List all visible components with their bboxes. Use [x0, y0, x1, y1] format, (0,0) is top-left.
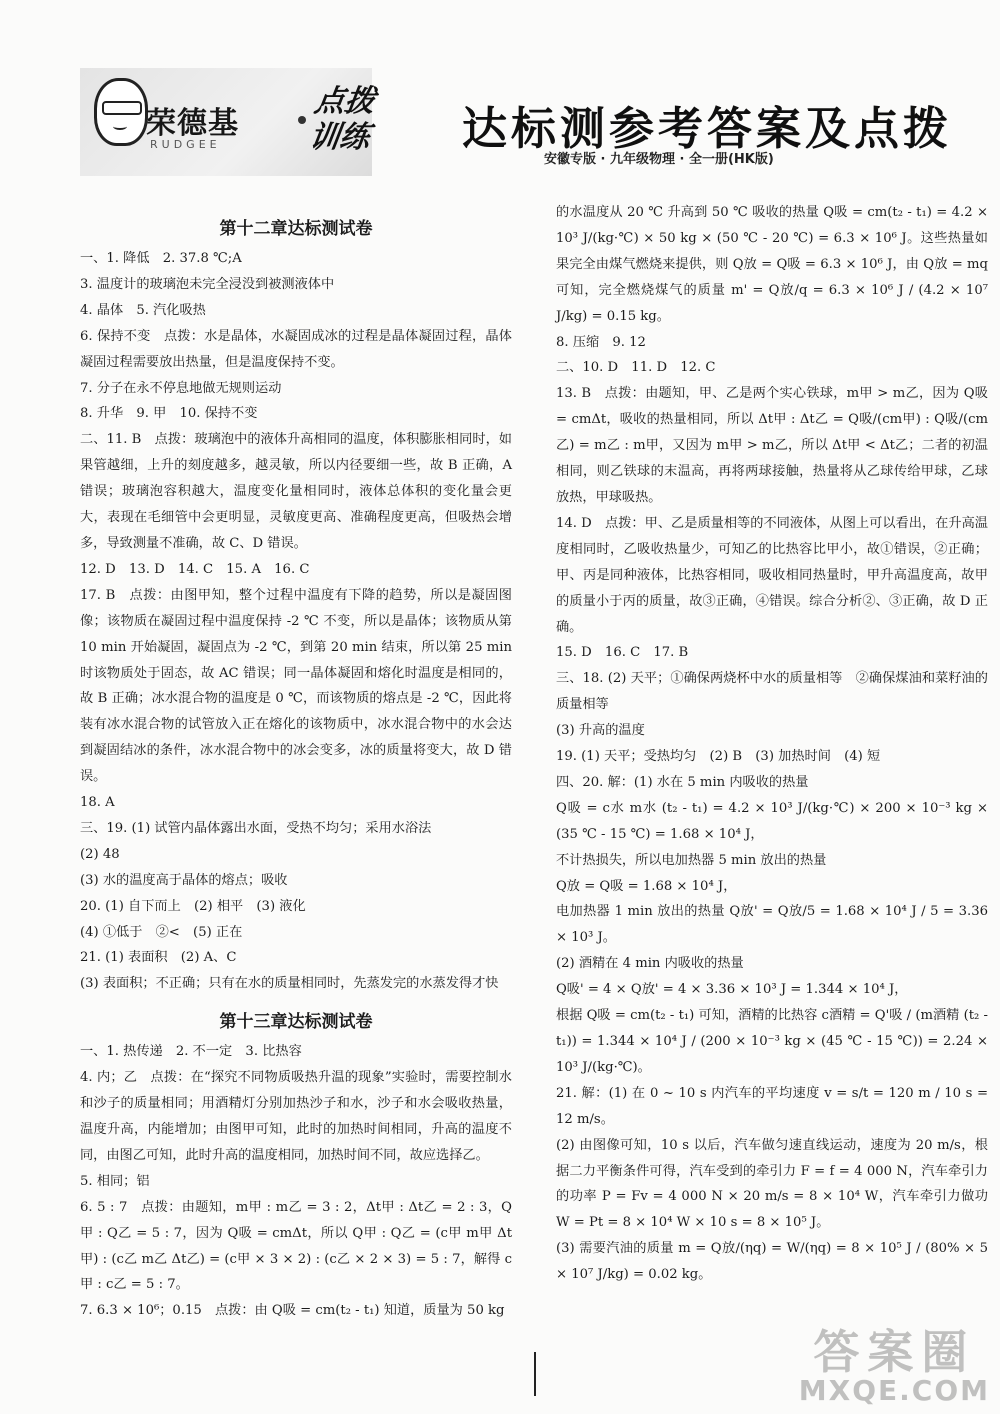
answer-paragraph: (2) 由图像可知，10 s 以后，汽车做匀速直线运动，速度为 20 m/s，根据二力平衡条件可得，汽车受到的牵引力 F = f = 4 000 N，汽车牵引力的功率 P = Fv = 4 000 N × 20 m/s = 8 × 10⁴ W，汽车牵引力做功 W = Pt = 8 × 10⁴ W × 10 s = 8 × 10⁵ J。 [556, 1137, 988, 1231]
answer-paragraph: 8. 压缩 9. 12 [556, 334, 646, 350]
answer-paragraph: (2) 48 [80, 846, 120, 862]
mascot-face-icon [94, 78, 148, 146]
answer-paragraph: 13. B 点拨：由题知，甲、乙是两个实心铁球，m甲 > m乙，因为 Q吸 = cmΔt，吸收的热量相同，所以 Δt甲 : Δt乙 = Q吸/(cm甲) : Q吸/(cm乙) = m乙 : m甲，又因为 m甲 > m乙，所以 Δt甲 < Δt乙；二者的初温相同，则乙铁球的末温高，再将两球接触，热量将从乙球传给甲球，乙球放热，甲球吸热。 [556, 386, 988, 505]
answer-paragraph: 一、1. 热传递 2. 不一定 3. 比热容 [80, 1044, 302, 1060]
answer-paragraph: Q放 = Q吸 = 1.68 × 10⁴ J， [556, 878, 737, 894]
answer-paragraph: 根据 Q吸 = cm(t₂ - t₁) 可知，酒精的比热容 c酒精 = Q'吸 / (m酒精 (t₂ - t₁)) = 1.344 × 10⁴ J / (200 × 10⁻³ kg × (45 ℃ - 15 ℃)) = 2.24 × 10³ J/(kg·℃)。 [556, 1008, 988, 1075]
answer-paragraph: (3) 升高的温度 [556, 723, 645, 739]
answer-paragraph: 4. 晶体 5. 汽化吸热 [80, 302, 206, 318]
publisher-logo [80, 68, 378, 176]
answer-paragraph: 14. D 点拨：甲、乙是质量相等的不同液体，从图上可以看出，在升高温度相同时，乙吸收热量少，可知乙的比热容比甲小，故①错误，②正确；甲、丙是同种液体，比热容相同，吸收相同热量时，甲升高温度高，故甲的质量小于丙的质量，故③正确，④错误。综合分析②、③正确，故 D 正确。 [556, 515, 988, 635]
chapter-13-answers [80, 1039, 512, 1324]
answer-paragraph: 15. D 16. C 17. B [556, 645, 689, 661]
answer-paragraph: (3) 表面积；不正确；只有在水的质量相同时，先蒸发完的水蒸发得才快 [80, 976, 499, 992]
watermark [798, 1325, 990, 1407]
series-name: 点拨训练 [307, 84, 378, 155]
answer-paragraph: (2) 酒精在 4 min 内吸收的热量 [556, 956, 744, 972]
page-title: 达标测参考答案及点拨 [462, 102, 953, 155]
answer-paragraph: Q吸' = 4 × Q放' = 4 × 3.36 × 10³ J = 1.344 × 10⁴ J， [556, 982, 908, 998]
answer-paragraph: 12. D 13. D 14. C 15. A 16. C [80, 561, 310, 577]
answer-paragraph: 7. 6.3 × 10⁶；0.15 点拨：由 Q吸 = cm(t₂ - t₁) 知道，质量为 50 kg [80, 1303, 505, 1319]
page-subtitle: 安徽专版 · 九年级物理 · 全一册(HK版) [544, 152, 774, 167]
answer-paragraph: 不计热损失，所以电加热器 5 min 放出的热量 [556, 852, 827, 868]
answer-paragraph: 8. 升华 9. 甲 10. 保持不变 [80, 406, 258, 422]
answer-paragraph: 21. 解：(1) 在 0 ~ 10 s 内汽车的平均速度 v = s/t = 120 m / 10 s = 12 m/s。 [556, 1085, 988, 1127]
brand-name: 荣德基 [146, 106, 239, 141]
chapter-12-answers [80, 246, 512, 997]
chapter-13-answers-continued [556, 200, 988, 1288]
right-column [556, 200, 988, 1288]
brand-separator-dot [298, 116, 306, 124]
watermark-line-2: MXQE.COM [798, 1374, 990, 1407]
answer-paragraph: 3. 温度计的玻璃泡未完全浸没到被测液体中 [80, 276, 335, 292]
answer-paragraph: 的水温度从 20 ℃ 升高到 50 ℃ 吸收的热量 Q吸 = cm(t₂ - t₁) = 4.2 × 10³ J/(kg·℃) × 50 kg × (50 ℃ - 20 ℃) = 6.3 × 10⁶ J。这些热量如果完全由煤气燃烧来提供，则 Q放 = Q吸 = 6.3 × 10⁶ J，由 Q放 = mq 可知，完全燃烧煤气的质量 m' = Q放/q = 6.3 × 10⁶ J / (4.2 × 10⁷ J/kg) = 0.15 kg。 [556, 205, 988, 324]
answer-paragraph: 18. A [80, 795, 115, 811]
answer-paragraph: 6. 5 : 7 点拨：由题知，m甲 : m乙 = 3 : 2，Δt甲 : Δt乙 = 2 : 3，Q甲 : Q乙 = 5 : 7，因为 Q吸 = cmΔt，所以 Q甲 : Q乙 = (c甲 m甲 Δt甲) : (c乙 m乙 Δt乙) = (c甲 × 3 × 2) : (c乙 × 2 × 3) = 5 : 7，解得 c甲 : c乙 = 5 : 7。 [80, 1199, 512, 1293]
column-divider [534, 1352, 536, 1396]
answer-paragraph: 20. (1) 自下而上 (2) 相平 (3) 液化 [80, 898, 306, 914]
answer-paragraph: 二、11. B 点拨：玻璃泡中的液体升高相同的温度，体积膨胀相同时，如果管越细，上升的刻度越多，越灵敏，所以内径要细一些，故 B 正确，A 错误；玻璃泡容积越大，温度变化量相同时，液体总体积的变化量会更大，表现在毛细管中会更明显，灵敏度更高、准确程度更高，但吸热会增多，导致测量不准确，故 C、D 错误。 [80, 432, 512, 551]
answer-paragraph: (3) 需要汽油的质量 m = Q放/(ηq) = W/(ηq) = 8 × 10⁵ J / (80% × 5 × 10⁷ J/kg) = 0.02 kg。 [556, 1241, 988, 1283]
answer-paragraph: 四、20. 解：(1) 水在 5 min 内吸收的热量 [556, 774, 809, 790]
left-column [80, 212, 512, 1324]
answer-paragraph: 三、18. (2) 天平；①确保两烧杯中水的质量相等 ②确保煤油和菜籽油的质量相等 [556, 671, 988, 713]
answer-paragraph: 电加热器 1 min 放出的热量 Q放' = Q放/5 = 1.68 × 10⁴ J / 5 = 3.36 × 10³ J。 [556, 904, 988, 946]
watermark-line-1: 答案圈 [813, 1325, 976, 1379]
answer-paragraph: 6. 保持不变 点拨：水是晶体，水凝固成冰的过程是晶体凝固过程，晶体凝固过程需要放出热量，但是温度保持不变。 [80, 328, 512, 370]
chapter-12-title: 第十二章达标测试卷 [219, 219, 373, 239]
answer-paragraph: 7. 分子在永不停息地做无规则运动 [80, 380, 282, 396]
answer-paragraph: 二、10. D 11. D 12. C [556, 360, 716, 376]
chapter-13-title: 第十三章达标测试卷 [219, 1012, 373, 1033]
answer-paragraph: 4. 内；乙 点拨：在“探究不同物质吸热升温的现象”实验时，需要控制水和沙子的质量相同；用酒精灯分别加热沙子和水，沙子和水会吸收热量，温度升高，内能增加；由图甲可知，此时的加热时间相同，升高的温度不同，由图乙可知，此时升高的温度相同，加热时间不同，故应选择乙。 [80, 1070, 512, 1163]
answer-paragraph: 一、1. 降低 2. 37.8 ℃;A [80, 251, 242, 266]
brand-name-en: RUDGEE [150, 138, 221, 151]
answer-paragraph: Q吸 = c水 m水 (t₂ - t₁) = 4.2 × 10³ J/(kg·℃) × 200 × 10⁻³ kg × (35 ℃ - 15 ℃) = 1.68 × 10⁴ J， [556, 800, 988, 842]
answer-paragraph: (3) 水的温度高于晶体的熔点；吸收 [80, 872, 288, 888]
answer-paragraph: 19. (1) 天平；受热均匀 (2) B (3) 加热时间 (4) 短 [556, 749, 881, 765]
answer-paragraph: 三、19. (1) 试管内晶体露出水面，受热不均匀；采用水浴法 [80, 820, 432, 836]
answer-paragraph: 17. B 点拨：由图甲知，整个过程中温度有下降的趋势，所以是凝固图像；该物质在凝固过程中温度保持 -2 ℃ 不变，所以是晶体；该物质从第 10 min 开始凝固，凝固点为 -2 ℃，到第 20 min 结束，所以第 25 min 时该物质处于固态，故 AC 错误；同一晶体凝固和熔化时温度是相同的，故 B 正确；冰水混合物的温度是 0 ℃，而该物质的熔点是 -2 ℃，因此将装有冰水混合物的试管放入正在熔化的该物质中，冰水混合物中的水会达到凝固结冰的条件，冰水混合物中的冰会变多，冰的质量将变大，故 D 错误。 [80, 587, 512, 785]
answer-paragraph: 5. 相同；铝 [80, 1173, 150, 1189]
answer-paragraph: 21. (1) 表面积 (2) A、C [80, 950, 237, 966]
answer-paragraph: (4) ①低于 ②< (5) 正在 [80, 924, 243, 940]
